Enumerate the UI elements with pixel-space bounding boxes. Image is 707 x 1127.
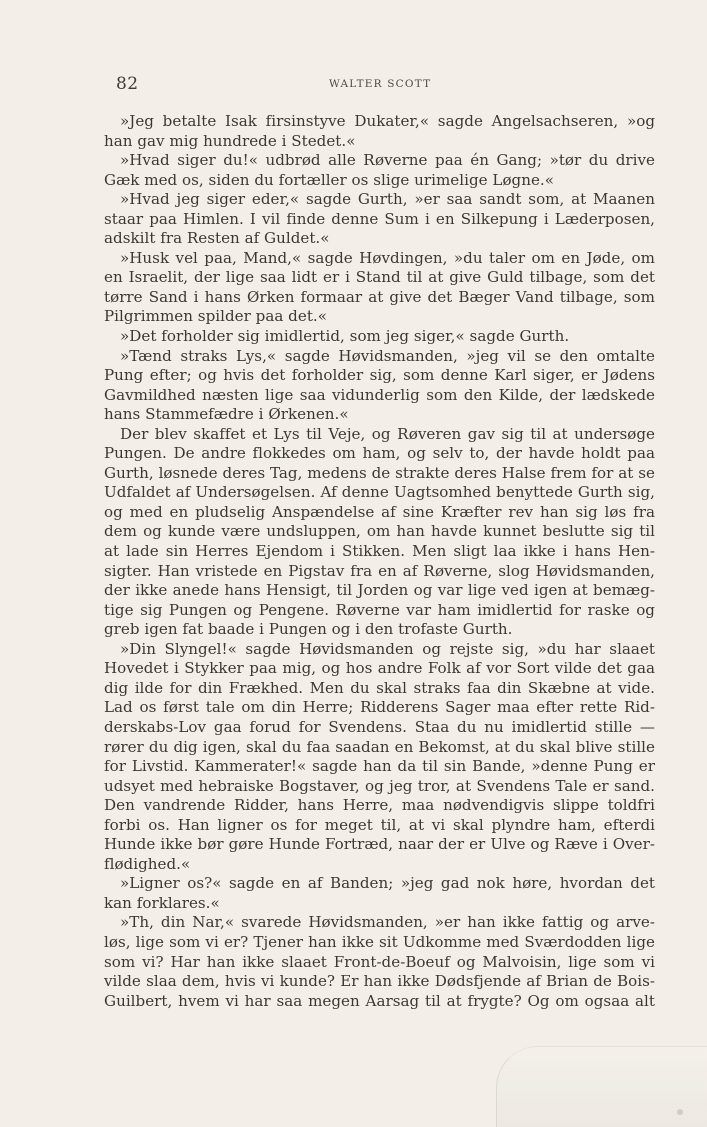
text-line: en Israelit, der lige saa lidt er i Stand til at give Guld tilbage, som det	[104, 268, 655, 287]
text-line: at lade sin Herres Ejendom i Stikken. Men sligt laa ikke i hans Hen-	[104, 542, 655, 561]
text-line: tørre Sand i hans Ørken formaar at give det Bæger Vand tilbage, som	[104, 287, 655, 306]
text-line: staar paa Himlen. I vil finde denne Sum i en Silkepung i Læderposen,	[104, 209, 655, 228]
text-line: som vi? Har han ikke slaaet Front-de-Boeuf og Malvoisin, lige som vi	[104, 952, 655, 971]
text-line: »Th, din Nar,« svarede Høvidsmanden, »er han ikke fattig og arve-	[120, 913, 655, 932]
text-line: Der blev skaffet et Lys til Veje, og Røveren gav sig til at undersøge	[120, 424, 655, 443]
text-line: dem og kunde være undsluppen, om han havde kunnet beslutte sig til	[104, 522, 655, 541]
text-line: Pung efter; og hvis det forholder sig, som denne Karl siger, er Jødens	[104, 366, 655, 385]
text-line: Gæk med os, siden du fortæller os slige urimelige Løgne.«	[104, 170, 555, 189]
text-line: »Det forholder sig imidlertid, som jeg siger,« sagde Gurth.	[120, 327, 570, 346]
text-line: »Hvad jeg siger eder,« sagde Gurth, »er saa sandt som, at Maanen	[120, 190, 655, 209]
running-head: WALTER SCOTT	[329, 78, 432, 90]
text-line: udsyet med hebraiske Bogstaver, og jeg tror, at Svendens Tale er sand.	[104, 776, 655, 795]
text-line: Gurth, løsnede deres Tag, medens de strakte deres Halse frem for at se	[104, 463, 655, 482]
text-line: »Husk vel paa, Mand,« sagde Høvdingen, »du taler om en Jøde, om	[120, 248, 655, 267]
text-line: Gavmildhed næsten lige saa vidunderlig som den Kilde, der lædskede	[104, 385, 655, 404]
text-line: for Livstid. Kammerater!« sagde han da til sin Bande, »denne Pung er	[104, 757, 655, 776]
text-line: og med en pludselig Anspændelse af sine Kræfter rev han sig løs fra	[104, 502, 655, 521]
text-line: kan forklares.«	[104, 893, 220, 912]
text-line: tige sig Pungen og Pengene. Røverne var ham imidlertid for raske og	[104, 600, 655, 619]
text-line: han gav mig hundrede i Stedet.«	[104, 131, 356, 150]
text-line: derskabs-Lov gaa forud for Svendens. Staa du nu imidlertid stille —	[104, 717, 655, 736]
text-line: rører du dig igen, skal du faa saadan en Bekomst, at du skal blive stille	[104, 737, 655, 756]
text-line: Lad os først tale om din Herre; Ridderens Sager maa efter rette Rid-	[104, 698, 655, 717]
text-line: Hovedet i Stykker paa mig, og hos andre Folk af vor Sort vilde det gaa	[104, 659, 655, 678]
text-line: der ikke anede hans Hensigt, til Jorden og var lige ved igen at bemæg-	[104, 581, 655, 600]
paper-fold	[496, 1046, 707, 1127]
text-line: adskilt fra Resten af Guldet.«	[104, 229, 330, 248]
text-line: Pilgrimmen spilder paa det.«	[104, 307, 327, 326]
text-line: »Tænd straks Lys,« sagde Høvidsmanden, »jeg vil se den omtalte	[120, 346, 655, 365]
text-line: greb igen fat baade i Pungen og i den trofaste Gurth.	[104, 620, 513, 639]
text-line: sigter. Han vristede en Pigstav fra en af Røverne, slog Høvidsmanden,	[104, 561, 655, 580]
text-line: »Ligner os?« sagde en af Banden; »jeg gad nok høre, hvordan det	[120, 874, 655, 893]
text-line: vilde slaa dem, hvis vi kunde? Er han ikke Dødsfjende af Brian de Bois-	[104, 972, 655, 991]
page-header	[104, 74, 656, 96]
text-line: Guilbert, hvem vi har saa megen Aarsag til at frygte? Og om ogsaa alt	[104, 991, 655, 1010]
text-line: forbi os. Han ligner os for meget til, at vi skal plyndre ham, efterdi	[104, 815, 655, 834]
page-number: 82	[116, 74, 139, 94]
body-text	[104, 112, 655, 1011]
text-line: hans Stammefædre i Ørkenen.«	[104, 405, 349, 424]
text-line: Pungen. De andre flokkedes om ham, og selv to, der havde holdt paa	[104, 444, 655, 463]
text-line: Udfaldet af Undersøgelsen. Af denne Uagtsomhed benyttede Gurth sig,	[104, 483, 655, 502]
paper-mark	[677, 1109, 683, 1115]
text-line: dig ilde for din Frækhed. Men du skal straks faa din Skæbne at vide.	[104, 678, 655, 697]
text-line: »Din Slyngel!« sagde Høvidsmanden og rejste sig, »du har slaaet	[120, 639, 655, 658]
text-line: flødighed.«	[104, 854, 191, 873]
text-line: »Jeg betalte Isak firsinstyve Dukater,« sagde Angelsachseren, »og	[120, 112, 655, 130]
text-line: løs, lige som vi er? Tjener han ikke sit Udkomme med Sværdodden lige	[104, 932, 655, 951]
text-line: Den vandrende Ridder, hans Herre, maa nødvendigvis slippe toldfri	[104, 796, 655, 815]
text-line: Hunde ikke bør gøre Hunde Fortræd, naar der er Ulve og Ræve i Over-	[104, 835, 655, 854]
text-line: »Hvad siger du!« udbrød alle Røverne paa én Gang; »tør du drive	[120, 151, 655, 170]
